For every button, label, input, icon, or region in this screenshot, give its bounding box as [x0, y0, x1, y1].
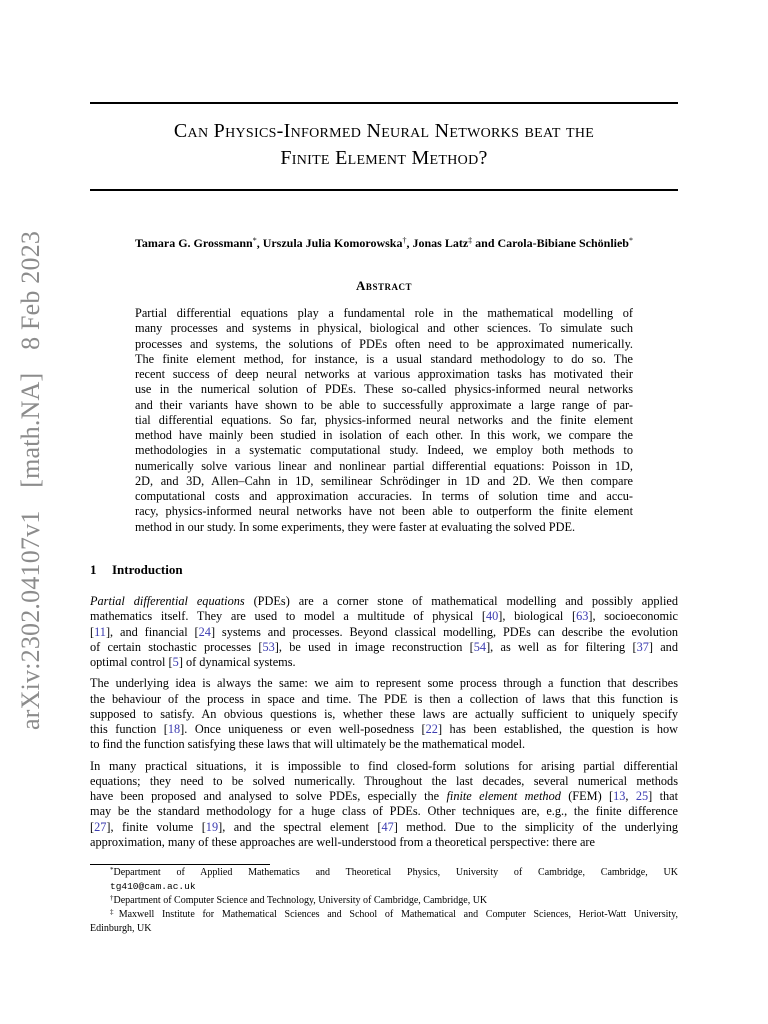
body-line [90, 759, 678, 774]
footnote-2-text: Department of Computer Science and Technology, University of Cambridge, Cambridge, UK [113, 895, 488, 906]
text-run: supposed to satisfy. An obvious questions is, whether these laws are actually sufficient to uniquely specify [90, 706, 678, 721]
abstract-heading: Abstract [356, 278, 412, 293]
text-run: ] method. Due to the simplicity of the underlying [393, 819, 678, 834]
footnote-1-mark: * [110, 866, 114, 874]
affiliation-mark[interactable]: ‡ [468, 236, 473, 245]
author-separator: , [256, 236, 263, 250]
text-run: equations; they need to be solved numerically. Throughout the last decades, several numerical methods [90, 773, 678, 788]
abstract-line: racy, physics-informed neural networks have not been able to outperform the finite element [135, 504, 633, 519]
author-name: Carola-Bibiane Schönlieb [497, 236, 629, 250]
affiliation-mark[interactable]: † [402, 236, 407, 245]
body-line [90, 692, 678, 707]
author-name: Urszula Julia Komorowska [262, 236, 403, 250]
body-line [90, 804, 678, 819]
section-number: 1 [90, 562, 97, 577]
body-line [90, 835, 678, 850]
body-line [90, 722, 678, 737]
text-run: ], finite volume [ [106, 819, 206, 834]
abstract-line: method in our study. In some experiments, they were faster at evaluating the solved PDE. [135, 519, 576, 534]
footnote-rule [90, 864, 270, 865]
citation-link[interactable]: 24 [198, 624, 211, 639]
text-run: ], and the spectral element [ [218, 819, 382, 834]
abstract-line: methodologies in a systematic computational study. Indeed, we employ both methods to [135, 443, 633, 458]
arxiv-stamp[interactable] [13, 230, 49, 730]
title-line-2: Finite Element Method? [280, 147, 488, 169]
text-run: mathematics itself. They are used to model a multitude of physical [ [90, 609, 486, 624]
text-run: may be the standard methodology for a huge class of PDEs. Other techniques are, e.g., the finite difference [90, 804, 678, 819]
section-title: Introduction [112, 562, 183, 577]
abstract-line: tial differential equations. So far, physics-informed neural networks and the finite element [135, 412, 633, 427]
author-name: Jonas Latz [412, 236, 469, 250]
footnote-3-cont: Edinburgh, UK [90, 923, 152, 934]
title-bottom-rule [90, 189, 678, 191]
text-run: ], be used in image reconstruction [ [274, 639, 474, 654]
footnote-3 [90, 908, 678, 922]
text-run: (PDEs) are a corner stone of mathematical modelling and possibly applied [244, 594, 678, 608]
arxiv-id[interactable]: arXiv:2302.04107v1 [16, 510, 45, 730]
paper-title [90, 118, 678, 172]
citation-link[interactable]: 37 [636, 639, 649, 654]
abstract-line: 2D, and 3D, Allen–Cahn in 1D, semilinear Schrödinger in 1D and 2D. We then compare [135, 473, 633, 488]
abstract-line: The finite element method, for instance, is a usual standard methodology to do so. The [135, 351, 633, 366]
text-run: [ [90, 819, 95, 834]
body-line [90, 676, 678, 691]
text-run: [ [90, 624, 95, 639]
citation-link[interactable]: 18 [167, 722, 181, 736]
footnote-1 [90, 866, 678, 880]
citation-link[interactable]: 22 [425, 722, 438, 736]
text-run: ]. Once uniqueness or even well-posedness [ [180, 722, 426, 736]
text-run: (FEM) [ [560, 789, 614, 803]
abstract-body [135, 306, 633, 535]
text-run: ] systems and processes. Beyond classical modelling, PDEs can describe the evolution [210, 624, 678, 639]
citation-link[interactable]: 54 [473, 639, 487, 654]
text-run: The underlying idea is always the same: we aim to represent some process through a function that describes [90, 676, 678, 691]
abstract-line: processes and systems, the solutions of PDEs often need to be approximated numerically. [135, 336, 633, 351]
text-run: the behaviour of the process in space and time. The PDE is then a collection of laws that this function is [90, 691, 678, 706]
citation-link[interactable]: 47 [381, 819, 394, 834]
author-separator: and [472, 236, 498, 250]
body-line [90, 774, 678, 789]
text-run: In many practical situations, it is impossible to find closed-form solutions for arising partial differential [90, 758, 678, 773]
text-run: to find the function satisfying these laws that will ultimately be the mathematical model. [90, 737, 526, 752]
citation-link[interactable]: 19 [205, 819, 219, 834]
footnote-1-email[interactable]: tg410@cam.ac.uk [110, 881, 196, 892]
text-run: of certain stochastic processes [ [90, 639, 263, 654]
emphasized-term: finite element method [446, 789, 561, 803]
text-run: this function [ [90, 722, 168, 736]
text-run: ], as well as for filtering [ [486, 639, 637, 654]
text-run: approximation, many of these approaches are well-understood from a theoretical perspective: there are [90, 834, 595, 849]
body-line [90, 789, 678, 804]
text-run: ] and [648, 639, 678, 654]
citation-link[interactable]: 5 [172, 655, 179, 669]
footnote-3-text: Maxwell Institute for Mathematical Sciences and School of Mathematical and Computer Sciences, Heriot-Watt University, [118, 909, 678, 920]
title-line-1: Can Physics-Informed Neural Networks beat the [173, 120, 595, 142]
body-line [90, 820, 678, 835]
text-run: have been proposed and analysed to solve PDEs, especially the [90, 789, 447, 803]
introduction-body [90, 594, 678, 850]
arxiv-date: 8 Feb 2023 [16, 230, 45, 350]
body-line [90, 655, 678, 670]
body-line [90, 625, 678, 640]
abstract-line: Partial differential equations play a fundamental role in the mathematical modelling of [135, 306, 633, 320]
abstract-line: method have mainly been studied in isolation of each other. In this work, we compare the [135, 428, 633, 442]
text-run: optimal control [ [90, 655, 173, 669]
footnote-1-text: Department of Applied Mathematics and Theoretical Physics, University of Cambridge, Cambridge, UK [113, 867, 678, 878]
abstract-line: and their variants have shown to be able to successfully approximate a large range of par- [135, 397, 633, 412]
affiliation-mark[interactable]: * [252, 236, 257, 245]
text-run: ], biological [ [498, 609, 577, 624]
abstract-line: many processes and systems in physical, biological and other sciences. To simulate such [135, 321, 633, 336]
author-name: Tamara G. Grossmann [135, 236, 253, 250]
body-line [90, 640, 678, 655]
citation-link[interactable]: 27 [94, 819, 107, 834]
citation-link[interactable]: 13 [613, 789, 626, 803]
text-run: ] that [648, 789, 678, 803]
abstract-line: computational costs and approximation accuracies. In terms of solution time and accu- [135, 489, 633, 503]
author-separator: , [406, 236, 413, 250]
citation-link[interactable]: 40 [486, 609, 499, 624]
abstract-line: numerically solve various linear and nonlinear partial differential equations: Poisson in 1D, [135, 458, 633, 473]
citation-link[interactable]: 25 [635, 789, 649, 803]
footnote-2-mark: † [110, 894, 114, 902]
body-line [90, 707, 678, 722]
abstract-line: use in the numerical solution of PDEs. These so-called physics-informed neural networks [135, 382, 633, 397]
footnote-1-email-line [90, 880, 678, 894]
citation-link[interactable]: 11 [94, 624, 106, 639]
footnote-3-mark: ‡ [110, 908, 119, 916]
footnotes [90, 866, 678, 936]
text-run: ], and financial [ [105, 624, 199, 639]
body-line [90, 737, 678, 752]
text-run: , [625, 789, 636, 803]
citation-link[interactable]: 53 [262, 639, 275, 654]
body-line [90, 609, 678, 624]
emphasized-term: Partial differential equations [90, 594, 245, 608]
abstract-line: recent success of deep neural networks at various approximation tasks has motivated their [135, 367, 633, 381]
text-run: ] has been established, the question is how [437, 722, 678, 736]
text-run: ] of dynamical systems. [178, 655, 296, 669]
section-heading [90, 562, 183, 578]
title-top-rule [90, 102, 678, 104]
arxiv-category: [math.NA] [16, 372, 45, 488]
footnote-2 [90, 894, 678, 908]
affiliation-mark[interactable]: * [628, 236, 633, 245]
body-line [90, 594, 678, 609]
text-run: ], socioeconomic [588, 609, 678, 624]
citation-link[interactable]: 63 [576, 609, 589, 624]
author-list [90, 236, 678, 251]
